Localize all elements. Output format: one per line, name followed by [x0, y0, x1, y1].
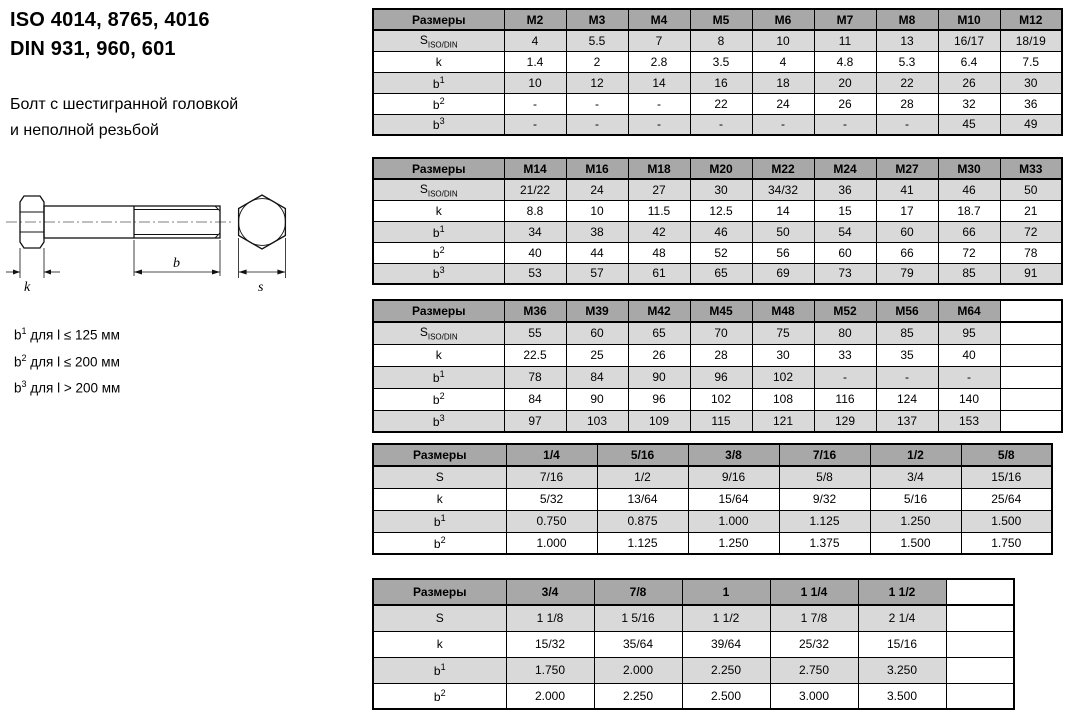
value-cell: 21: [1000, 200, 1062, 221]
value-cell: 2 1/4: [858, 605, 946, 631]
dimension-tables: [372, 0, 1067, 720]
size-header-cell: Размеры: [373, 158, 504, 179]
value-cell: 70: [690, 322, 752, 344]
column-header: M4: [628, 9, 690, 30]
blank-header-cell: [946, 579, 1014, 605]
value-cell: 36: [1000, 93, 1062, 114]
value-cell: 27: [628, 179, 690, 200]
value-cell: 2.8: [628, 51, 690, 72]
value-cell: 10: [752, 30, 814, 51]
row-label: $b^1$: [373, 72, 504, 93]
value-cell: 137: [876, 410, 938, 432]
value-cell: 18.7: [938, 200, 1000, 221]
column-header: M10: [938, 9, 1000, 30]
value-cell: 56: [752, 242, 814, 263]
value-cell: 28: [690, 344, 752, 366]
value-cell: 69: [752, 263, 814, 284]
column-header: M64: [938, 300, 1000, 322]
value-cell: 13: [876, 30, 938, 51]
size-header-cell: Размеры: [373, 300, 504, 322]
value-cell: 109: [628, 410, 690, 432]
blank-cell: [946, 605, 1014, 631]
dimension-table-2: [372, 157, 1063, 285]
value-cell: 22: [690, 93, 752, 114]
footnote: $b^2$ для l ≤ 200 мм: [14, 352, 120, 369]
column-header: M30: [938, 158, 1000, 179]
table-row: [373, 631, 1014, 657]
value-cell: 8.8: [504, 200, 566, 221]
value-cell: -: [566, 114, 628, 135]
value-cell: 11.5: [628, 200, 690, 221]
value-cell: 3.500: [858, 683, 946, 709]
row-label: $S_{ISO/DIN}$: [373, 179, 504, 200]
value-cell: 44: [566, 242, 628, 263]
table-row: [373, 93, 1062, 114]
value-cell: 2: [566, 51, 628, 72]
value-cell: -: [938, 366, 1000, 388]
value-cell: 78: [504, 366, 566, 388]
iso-standards-line: ISO 4014, 8765, 4016: [10, 9, 210, 31]
column-header: M24: [814, 158, 876, 179]
table-row: [373, 221, 1062, 242]
value-cell: 3/4: [870, 466, 961, 488]
value-cell: 4: [752, 51, 814, 72]
value-cell: 1 5/16: [594, 605, 682, 631]
value-cell: 38: [566, 221, 628, 242]
value-cell: 1.250: [870, 510, 961, 532]
value-cell: 66: [938, 221, 1000, 242]
din-standards-line: DIN 931, 960, 601: [10, 38, 176, 60]
column-header: M12: [1000, 9, 1062, 30]
table-row: [373, 72, 1062, 93]
value-cell: 15/32: [506, 631, 594, 657]
value-cell: -: [628, 114, 690, 135]
column-header: M3: [566, 9, 628, 30]
column-header: M8: [876, 9, 938, 30]
table-row: [373, 388, 1062, 410]
value-cell: 7: [628, 30, 690, 51]
value-cell: 115: [690, 410, 752, 432]
value-cell: 55: [504, 322, 566, 344]
value-cell: -: [690, 114, 752, 135]
table-row: [373, 657, 1014, 683]
value-cell: -: [814, 114, 876, 135]
value-cell: 36: [814, 179, 876, 200]
value-cell: 26: [628, 344, 690, 366]
value-cell: 16: [690, 72, 752, 93]
value-cell: -: [814, 366, 876, 388]
value-cell: -: [504, 114, 566, 135]
value-cell: 84: [504, 388, 566, 410]
value-cell: 129: [814, 410, 876, 432]
value-cell: 26: [938, 72, 1000, 93]
column-header: M22: [752, 158, 814, 179]
value-cell: 95: [938, 322, 1000, 344]
value-cell: 5/16: [870, 488, 961, 510]
value-cell: 28: [876, 93, 938, 114]
row-label: $b^2$: [373, 93, 504, 114]
value-cell: 65: [690, 263, 752, 284]
value-cell: 54: [814, 221, 876, 242]
value-cell: 5/8: [779, 466, 870, 488]
blank-cell: [1000, 410, 1062, 432]
value-cell: 97: [504, 410, 566, 432]
value-cell: 32: [938, 93, 1000, 114]
column-header: M6: [752, 9, 814, 30]
row-label: $S_{ISO/DIN}$: [373, 322, 504, 344]
value-cell: 1.750: [506, 657, 594, 683]
value-cell: 4.8: [814, 51, 876, 72]
value-cell: 30: [690, 179, 752, 200]
value-cell: 60: [814, 242, 876, 263]
column-header: 1/2: [870, 444, 961, 466]
value-cell: 140: [938, 388, 1000, 410]
value-cell: 10: [566, 200, 628, 221]
value-cell: 78: [1000, 242, 1062, 263]
size-header-cell: Размеры: [373, 9, 504, 30]
column-header: 7/8: [594, 579, 682, 605]
value-cell: 10: [504, 72, 566, 93]
footnotes: [14, 320, 120, 400]
value-cell: 5/32: [506, 488, 597, 510]
value-cell: 14: [752, 200, 814, 221]
value-cell: 15: [814, 200, 876, 221]
row-label: $b^3$: [373, 114, 504, 135]
value-cell: 3.000: [770, 683, 858, 709]
value-cell: 40: [938, 344, 1000, 366]
column-header: 5/16: [597, 444, 688, 466]
value-cell: 4: [504, 30, 566, 51]
column-header: M14: [504, 158, 566, 179]
value-cell: 2.250: [594, 683, 682, 709]
blank-cell: [1000, 344, 1062, 366]
value-cell: 25/32: [770, 631, 858, 657]
table-row: [373, 114, 1062, 135]
value-cell: 40: [504, 242, 566, 263]
row-label: $b^2$: [373, 532, 506, 554]
value-cell: 15/64: [688, 488, 779, 510]
blank-header-cell: [1000, 300, 1062, 322]
product-description: [10, 92, 238, 144]
table-row: [373, 683, 1014, 709]
row-label: $b^3$: [373, 410, 504, 432]
value-cell: 6.4: [938, 51, 1000, 72]
value-cell: 2.750: [770, 657, 858, 683]
value-cell: 2.000: [594, 657, 682, 683]
value-cell: 11: [814, 30, 876, 51]
value-cell: 24: [566, 179, 628, 200]
value-cell: 35: [876, 344, 938, 366]
value-cell: -: [566, 93, 628, 114]
row-label: k: [373, 344, 504, 366]
value-cell: 1.4: [504, 51, 566, 72]
standards-title: [10, 6, 210, 64]
row-label: $b^2$: [373, 388, 504, 410]
description-line-1: Болт с шестигранной головкой: [10, 96, 239, 113]
table-row: [373, 242, 1062, 263]
value-cell: 7/16: [506, 466, 597, 488]
value-cell: 1.250: [688, 532, 779, 554]
row-label: k: [373, 200, 504, 221]
bolt-technical-drawing: [4, 186, 304, 298]
dimension-b: [134, 240, 220, 276]
value-cell: 42: [628, 221, 690, 242]
column-header: M42: [628, 300, 690, 322]
row-label: $b^1$: [373, 366, 504, 388]
value-cell: 60: [566, 322, 628, 344]
value-cell: 91: [1000, 263, 1062, 284]
dimension-table-4: [372, 443, 1053, 555]
value-cell: 26: [814, 93, 876, 114]
value-cell: 15/16: [858, 631, 946, 657]
value-cell: 153: [938, 410, 1000, 432]
dimension-table-5: [372, 578, 1015, 710]
dimension-table-1: [372, 8, 1063, 136]
blank-cell: [946, 631, 1014, 657]
row-label: $b^2$: [373, 242, 504, 263]
value-cell: 1 7/8: [770, 605, 858, 631]
value-cell: -: [628, 93, 690, 114]
value-cell: 5.5: [566, 30, 628, 51]
value-cell: 1.375: [779, 532, 870, 554]
table-row: [373, 322, 1062, 344]
table-row: [373, 410, 1062, 432]
value-cell: 103: [566, 410, 628, 432]
value-cell: 73: [814, 263, 876, 284]
blank-cell: [946, 683, 1014, 709]
value-cell: 14: [628, 72, 690, 93]
value-cell: 20: [814, 72, 876, 93]
value-cell: 39/64: [682, 631, 770, 657]
value-cell: 22.5: [504, 344, 566, 366]
value-cell: 12.5: [690, 200, 752, 221]
column-header: M36: [504, 300, 566, 322]
description-line-2: и неполной резьбой: [10, 122, 159, 139]
value-cell: 2.250: [682, 657, 770, 683]
value-cell: 24: [752, 93, 814, 114]
value-cell: 46: [690, 221, 752, 242]
table-row: [373, 263, 1062, 284]
column-header: 7/16: [779, 444, 870, 466]
blank-cell: [1000, 322, 1062, 344]
row-label: $b^1$: [373, 221, 504, 242]
value-cell: 30: [1000, 72, 1062, 93]
value-cell: 9/32: [779, 488, 870, 510]
value-cell: 12: [566, 72, 628, 93]
value-cell: 15/16: [961, 466, 1052, 488]
column-header: M2: [504, 9, 566, 30]
table-row: [373, 532, 1052, 554]
value-cell: 18/19: [1000, 30, 1062, 51]
table-row: [373, 466, 1052, 488]
value-cell: 13/64: [597, 488, 688, 510]
value-cell: 96: [628, 388, 690, 410]
row-label: $b^1$: [373, 657, 506, 683]
column-header: M39: [566, 300, 628, 322]
row-label: $b^2$: [373, 683, 506, 709]
value-cell: 17: [876, 200, 938, 221]
value-cell: 3.250: [858, 657, 946, 683]
value-cell: 1.125: [597, 532, 688, 554]
value-cell: 0.875: [597, 510, 688, 532]
value-cell: 30: [752, 344, 814, 366]
value-cell: 41: [876, 179, 938, 200]
column-header: M48: [752, 300, 814, 322]
value-cell: 108: [752, 388, 814, 410]
dimension-k: [6, 248, 60, 295]
value-cell: 1 1/8: [506, 605, 594, 631]
value-cell: 61: [628, 263, 690, 284]
value-cell: 1.500: [870, 532, 961, 554]
row-label: $b^1$: [373, 510, 506, 532]
column-header: 1 1/2: [858, 579, 946, 605]
value-cell: 25: [566, 344, 628, 366]
column-header: 3/8: [688, 444, 779, 466]
value-cell: 2.500: [682, 683, 770, 709]
value-cell: 66: [876, 242, 938, 263]
column-header: M18: [628, 158, 690, 179]
column-header: M20: [690, 158, 752, 179]
row-label: k: [373, 488, 506, 510]
value-cell: 1.125: [779, 510, 870, 532]
value-cell: 1.750: [961, 532, 1052, 554]
dim-b-label: b: [173, 256, 180, 271]
column-header: M56: [876, 300, 938, 322]
value-cell: 48: [628, 242, 690, 263]
row-label: $b^3$: [373, 263, 504, 284]
column-header: 5/8: [961, 444, 1052, 466]
size-header-cell: Размеры: [373, 579, 506, 605]
column-header: M7: [814, 9, 876, 30]
size-header-cell: Размеры: [373, 444, 506, 466]
table-row: [373, 200, 1062, 221]
value-cell: 45: [938, 114, 1000, 135]
table-row: [373, 51, 1062, 72]
row-label: $S_{ISO/DIN}$: [373, 30, 504, 51]
dimension-table-3: [372, 299, 1063, 433]
column-header: M45: [690, 300, 752, 322]
value-cell: 80: [814, 322, 876, 344]
value-cell: 1/2: [597, 466, 688, 488]
value-cell: 65: [628, 322, 690, 344]
value-cell: 25/64: [961, 488, 1052, 510]
table-row: [373, 605, 1014, 631]
value-cell: 9/16: [688, 466, 779, 488]
value-cell: 96: [690, 366, 752, 388]
value-cell: 1.000: [688, 510, 779, 532]
value-cell: 35/64: [594, 631, 682, 657]
value-cell: 79: [876, 263, 938, 284]
column-header: 1 1/4: [770, 579, 858, 605]
table-row: [373, 366, 1062, 388]
column-header: M5: [690, 9, 752, 30]
column-header: 1: [682, 579, 770, 605]
table-row: [373, 179, 1062, 200]
value-cell: 90: [628, 366, 690, 388]
value-cell: 57: [566, 263, 628, 284]
value-cell: 75: [752, 322, 814, 344]
value-cell: 0.750: [506, 510, 597, 532]
value-cell: 33: [814, 344, 876, 366]
value-cell: 53: [504, 263, 566, 284]
value-cell: 46: [938, 179, 1000, 200]
value-cell: 85: [938, 263, 1000, 284]
column-header: M33: [1000, 158, 1062, 179]
value-cell: -: [752, 114, 814, 135]
value-cell: -: [504, 93, 566, 114]
value-cell: 121: [752, 410, 814, 432]
dimension-s: [239, 238, 286, 295]
row-label: k: [373, 631, 506, 657]
value-cell: 16/17: [938, 30, 1000, 51]
value-cell: 102: [752, 366, 814, 388]
value-cell: 1.500: [961, 510, 1052, 532]
dim-k-label: k: [24, 280, 31, 295]
value-cell: 7.5: [1000, 51, 1062, 72]
value-cell: 84: [566, 366, 628, 388]
table-row: [373, 510, 1052, 532]
value-cell: 2.000: [506, 683, 594, 709]
table-row: [373, 344, 1062, 366]
value-cell: 18: [752, 72, 814, 93]
bolt-head-hex-view: [239, 195, 286, 249]
value-cell: 102: [690, 388, 752, 410]
row-label: k: [373, 51, 504, 72]
value-cell: 8: [690, 30, 752, 51]
value-cell: 1 1/2: [682, 605, 770, 631]
value-cell: 90: [566, 388, 628, 410]
value-cell: 1.000: [506, 532, 597, 554]
value-cell: 22: [876, 72, 938, 93]
column-header: M52: [814, 300, 876, 322]
table-row: [373, 30, 1062, 51]
value-cell: 85: [876, 322, 938, 344]
blank-cell: [1000, 366, 1062, 388]
value-cell: 5.3: [876, 51, 938, 72]
column-header: M27: [876, 158, 938, 179]
value-cell: 50: [752, 221, 814, 242]
value-cell: -: [876, 114, 938, 135]
value-cell: 21/22: [504, 179, 566, 200]
row-label: S: [373, 466, 506, 488]
value-cell: 72: [1000, 221, 1062, 242]
column-header: M16: [566, 158, 628, 179]
blank-cell: [946, 657, 1014, 683]
value-cell: 49: [1000, 114, 1062, 135]
row-label: S: [373, 605, 506, 631]
value-cell: 116: [814, 388, 876, 410]
value-cell: 3.5: [690, 51, 752, 72]
value-cell: 34: [504, 221, 566, 242]
column-header: 3/4: [506, 579, 594, 605]
value-cell: 34/32: [752, 179, 814, 200]
table-row: [373, 488, 1052, 510]
value-cell: 60: [876, 221, 938, 242]
blank-cell: [1000, 388, 1062, 410]
footnote: $b^3$ для l > 200 мм: [14, 379, 121, 396]
value-cell: -: [876, 366, 938, 388]
value-cell: 52: [690, 242, 752, 263]
footnote: $b^1$ для l ≤ 125 мм: [14, 326, 120, 343]
value-cell: 50: [1000, 179, 1062, 200]
value-cell: 72: [938, 242, 1000, 263]
value-cell: 124: [876, 388, 938, 410]
column-header: 1/4: [506, 444, 597, 466]
dim-s-label: s: [258, 280, 264, 295]
